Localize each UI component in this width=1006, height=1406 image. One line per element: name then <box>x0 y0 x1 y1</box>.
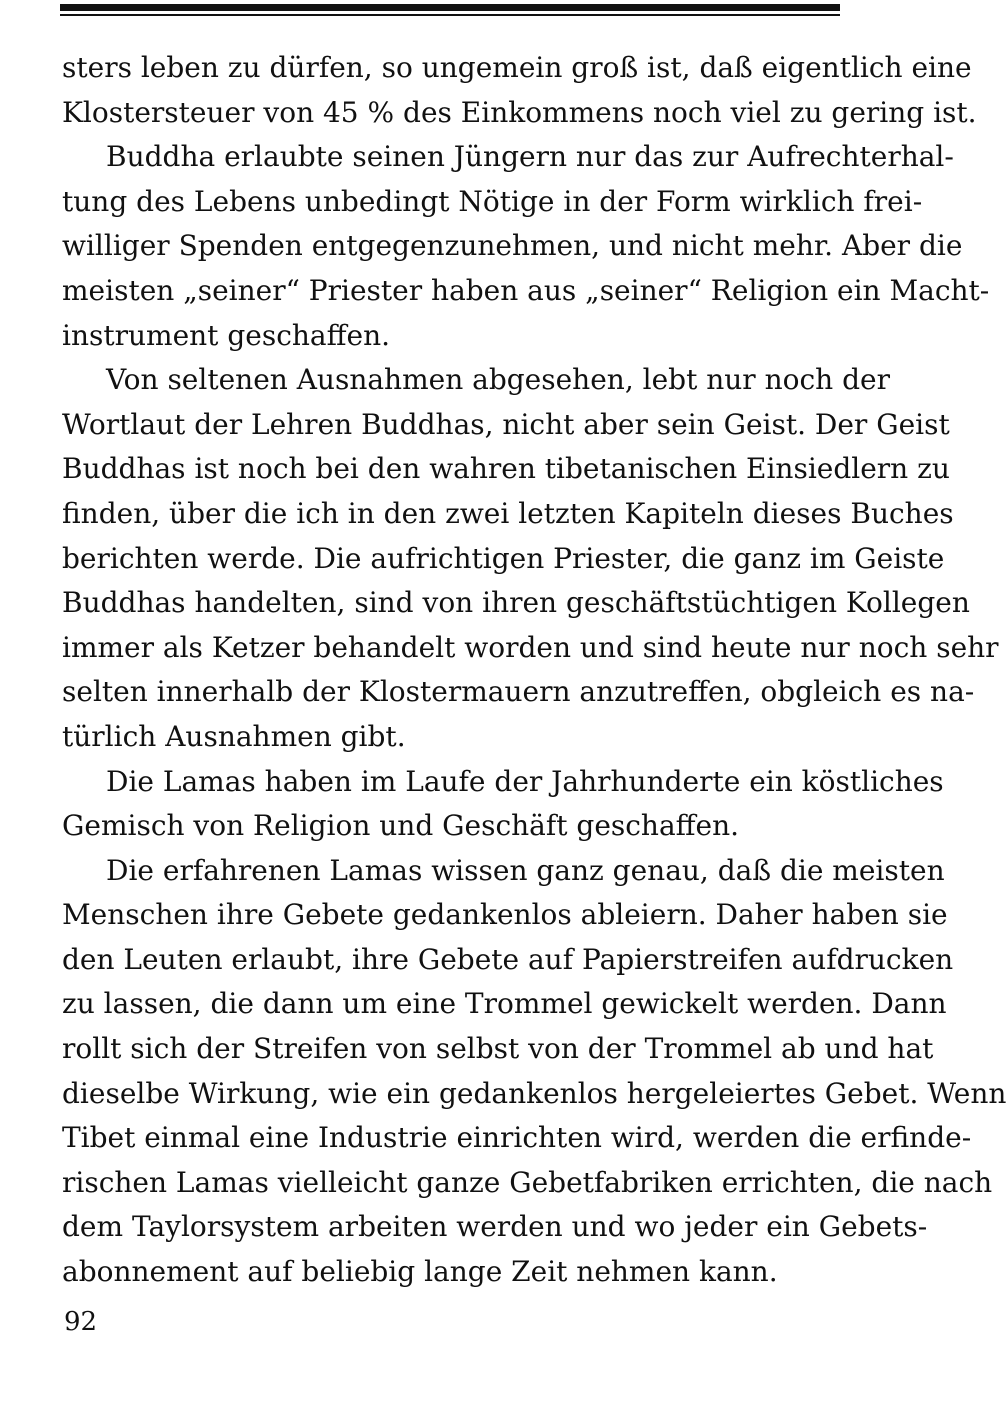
text-line: Klostersteuer von 45 % des Einkommens noch viel zu gering ist. <box>62 95 977 129</box>
text-line: instrument geschaffen. <box>62 318 391 352</box>
text-line: dieselbe Wirkung, wie ein gedankenlos hergeleiertes Gebet. Wenn <box>62 1076 1006 1110</box>
text-line: Wortlaut der Lehren Buddhas, nicht aber sein Geist. Der Geist <box>62 407 950 441</box>
text-line: abonnement auf beliebig lange Zeit nehmen kann. <box>62 1255 778 1289</box>
text-line: Tibet einmal eine Industrie einrichten wird, werden die erfinde- <box>62 1121 972 1155</box>
text-line: Die Lamas haben im Laufe der Jahrhunderte ein köstliches <box>106 764 944 798</box>
text-line: immer als Ketzer behandelt worden und sind heute nur noch sehr <box>62 630 999 664</box>
text-line: dem Taylorsystem arbeiten werden und wo jeder ein Gebets- <box>62 1210 928 1244</box>
text-line: Buddhas handelten, sind von ihren geschäftstüchtigen Kollegen <box>62 586 970 620</box>
header-rule-thick <box>60 4 840 11</box>
text-line: Die erfahrenen Lamas wissen ganz genau, daß die meisten <box>106 853 945 887</box>
text-line: den Leuten erlaubt, ihre Gebete auf Papierstreifen aufdrucken <box>62 942 954 976</box>
text-line: türlich Ausnahmen gibt. <box>62 719 406 753</box>
text-line: sters leben zu dürfen, so ungemein groß ist, daß eigentlich eine <box>62 51 972 84</box>
text-line: Von seltenen Ausnahmen abgesehen, lebt nur noch der <box>106 363 890 397</box>
text-line: berichten werde. Die aufrichtigen Priester, die ganz im Geiste <box>62 541 945 575</box>
text-line: Buddha erlaubte seinen Jüngern nur das zur Aufrechterhal- <box>106 140 954 174</box>
text-line: rollt sich der Streifen von selbst von der Trommel ab und hat <box>62 1032 934 1066</box>
text-line: finden, über die ich in den zwei letzten Kapiteln dieses Buches <box>62 496 954 530</box>
text-line: williger Spenden entgegenzunehmen, und nicht mehr. Aber die <box>62 229 963 263</box>
text-line: selten innerhalb der Klostermauern anzutreffen, obgleich es na- <box>62 675 975 709</box>
text-line: zu lassen, die dann um eine Trommel gewickelt werden. Dann <box>62 987 947 1021</box>
text-line: Gemisch von Religion und Geschäft geschaffen. <box>62 809 740 843</box>
text-line: meisten „seiner“ Priester haben aus „seiner“ Religion ein Macht- <box>62 273 990 307</box>
page-number: 92 <box>64 1307 98 1337</box>
body-text <box>62 46 1006 1295</box>
header-rule-thin <box>60 14 840 16</box>
text-line: rischen Lamas vielleicht ganze Gebetfabriken errichten, die nach <box>62 1165 993 1199</box>
text-line: Buddhas ist noch bei den wahren tibetanischen Einsiedlern zu <box>62 452 950 486</box>
text-line: Menschen ihre Gebete gedankenlos ableiern. Daher haben sie <box>62 898 948 932</box>
text-line: tung des Lebens unbedingt Nötige in der Form wirklich frei- <box>62 184 923 218</box>
